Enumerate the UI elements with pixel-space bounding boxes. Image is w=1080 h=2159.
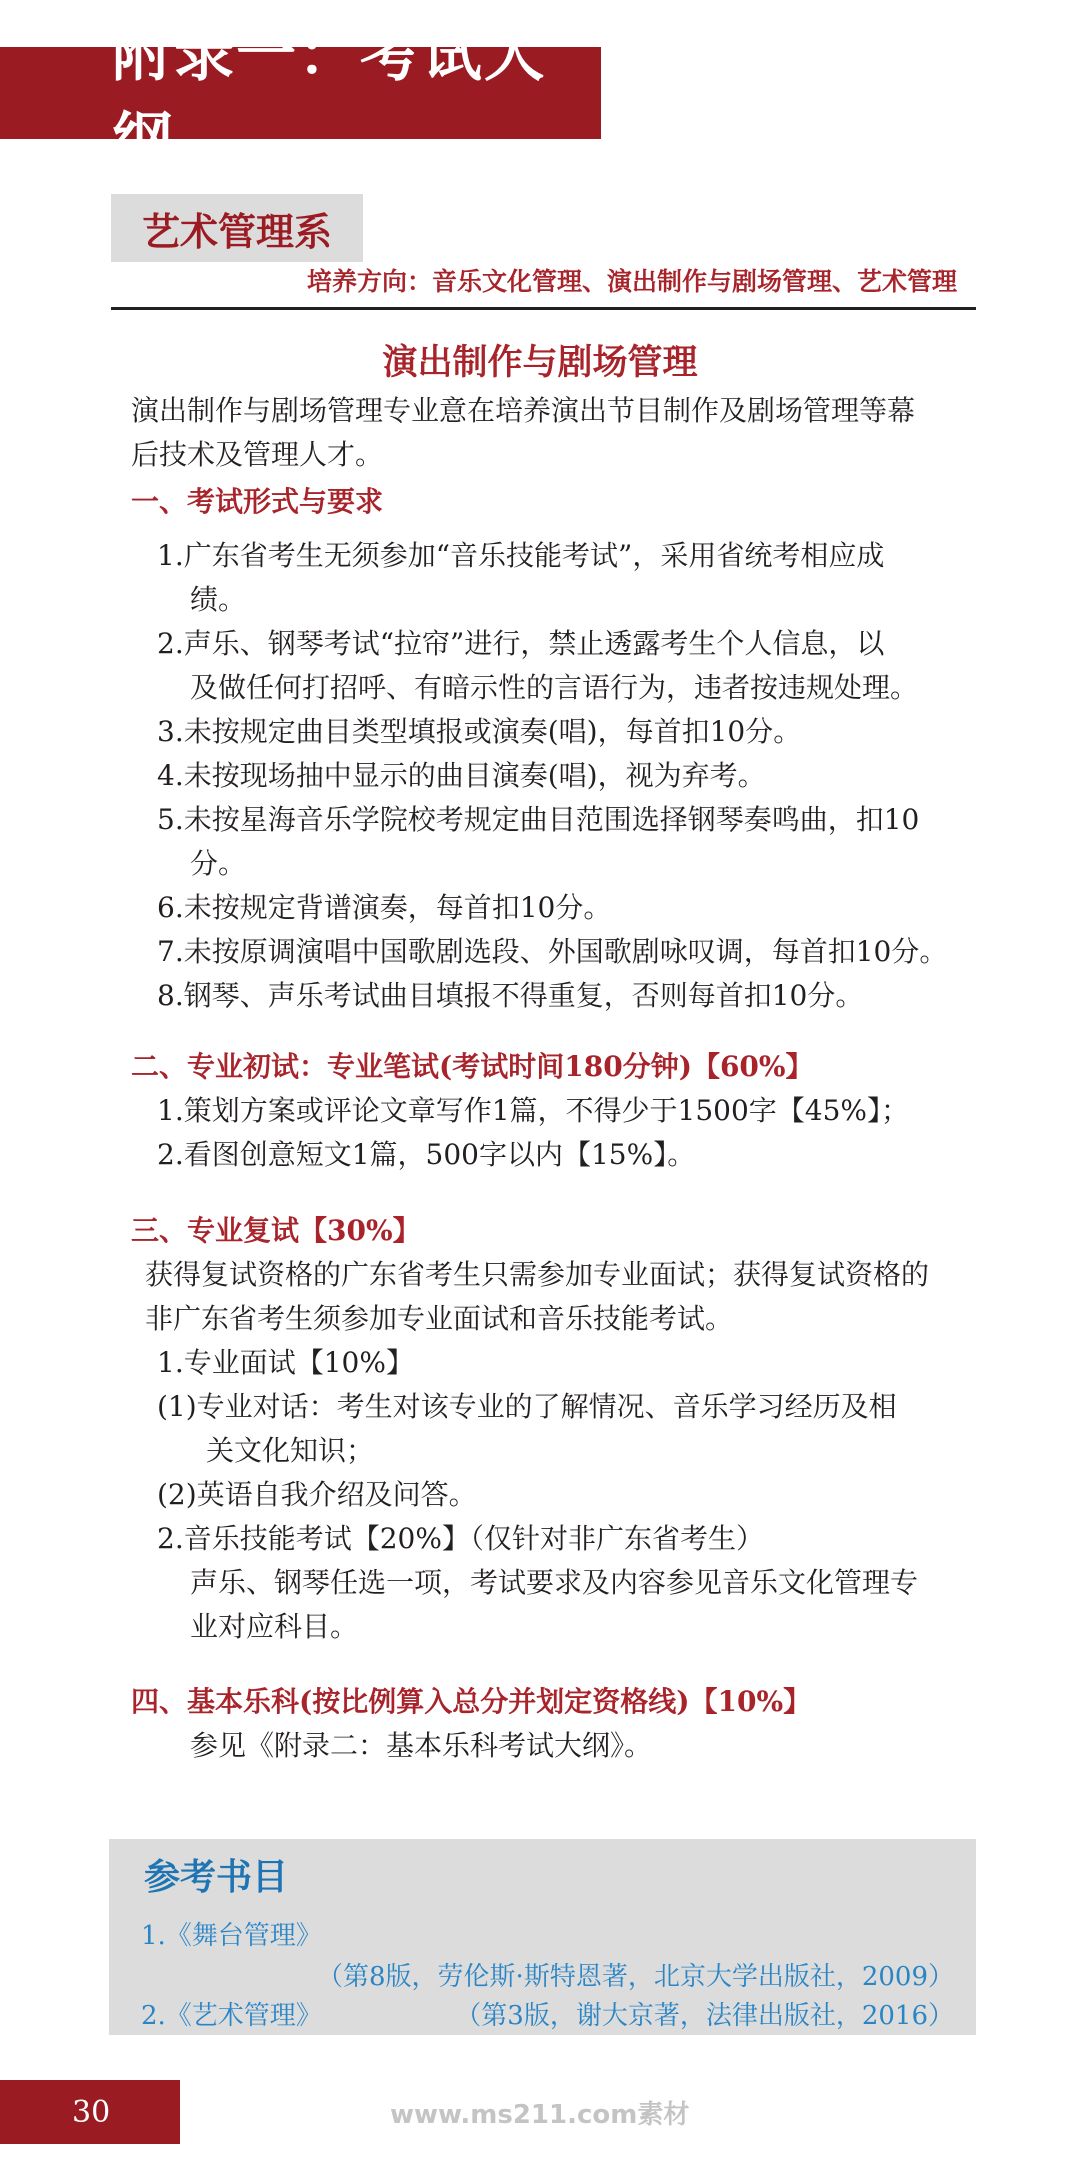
list-item: 绩。 [190,583,247,616]
department-name: 艺术管理系 [141,208,332,254]
list-item: 3.未按规定曲目类型填报或演奏(唱)，每首扣10分。 [157,715,802,748]
section-basic-music [0,1680,1080,1768]
book-2-title: 2.《艺术管理》 [141,2001,322,2031]
list-item: 1.策划方案或评论文章写作1篇，不得少于1500字【45%】； [157,1094,910,1127]
section-heading: 一、考试形式与要求 [131,485,384,518]
intro-line: 演出制作与剧场管理专业意在培养演出节目制作及剧场管理等幕 [131,394,916,427]
book-2-detail: （第3版，谢大京著，法律出版社，2016） [455,2001,954,2031]
section-heading: 三、专业复试【30%】 [131,1214,421,1247]
list-item: (1)专业对话：考生对该专业的了解情况、音乐学习经历及相 [157,1390,897,1423]
watermark: www.ms211.com素材 [390,2100,690,2130]
list-item: 业对应科目。 [190,1610,359,1643]
major-intro [0,389,1080,477]
list-item: 及做任何打招呼、有暗示性的言语行为，违者按违规处理。 [190,671,919,704]
list-item: 5.未按星海音乐学院校考规定曲目范围选择钢琴奏鸣曲，扣10 [157,803,920,836]
list-item: 7.未按原调演唱中国歌剧选段、外国歌剧咏叹调，每首扣10分。 [157,935,948,968]
book-1-title: 1.《舞台管理》 [141,1921,322,1951]
intro-line: 后技术及管理人才。 [131,438,384,471]
major-title: 演出制作与剧场管理 [382,342,698,383]
page-number-box [0,2080,180,2144]
list-item: (2)英语自我介绍及问答。 [157,1478,477,1511]
section-text: 参见《附录二：基本乐科考试大纲》。 [190,1729,653,1762]
page-number: 30 [72,2094,111,2130]
section-heading: 二、专业初试：专业笔试(考试时间180分钟)【60%】 [131,1050,814,1083]
section-preliminary [0,1045,1080,1177]
department-box [111,194,363,262]
section-heading: 四、基本乐科(按比例算入总分并划定资格线)【10%】 [131,1685,812,1718]
reference-title: 参考书目 [144,1857,289,1898]
section-retest [0,1209,1080,1649]
book-1-detail: （第8版，劳伦斯·斯特恩著，北京大学出版社，2009） [317,1962,954,1992]
list-item: 2.看图创意短文1篇，500字以内【15%】。 [157,1138,696,1171]
training-direction: 培养方向：音乐文化管理、演出制作与剧场管理、艺术管理 [306,267,957,296]
list-item: 8.钢琴、声乐考试曲目填报不得重复，否则每首扣10分。 [157,979,864,1012]
list-item: 6.未按规定背谱演奏，每首扣10分。 [157,891,612,924]
list-item: 关文化知识； [206,1434,375,1467]
list-item: 1.广东省考生无须参加“音乐技能考试”，采用省统考相应成 [157,539,885,572]
divider-rule [111,307,976,310]
list-item: 2.音乐技能考试【20%】（仅针对非广东省考生） [157,1522,764,1555]
list-item: 声乐、钢琴任选一项，考试要求及内容参见音乐文化管理专 [190,1566,919,1599]
intro-line: 获得复试资格的广东省考生只需参加专业面试；获得复试资格的 [145,1258,930,1291]
list-item: 2.声乐、钢琴考试“拉帘”进行，禁止透露考生个人信息，以 [157,627,885,660]
list-item: 1.专业面试【10%】 [157,1346,414,1379]
list-item: 分。 [190,847,247,880]
section-exam-format [0,480,1080,1018]
intro-line: 非广东省考生须参加专业面试和音乐技能考试。 [145,1302,734,1335]
banner-title: 附录一：考试大纲 [112,20,546,176]
appendix-banner [0,20,601,176]
list-item: 4.未按现场抽中显示的曲目演奏(唱)，视为弃考。 [157,759,766,792]
reference-box [109,1839,976,2035]
